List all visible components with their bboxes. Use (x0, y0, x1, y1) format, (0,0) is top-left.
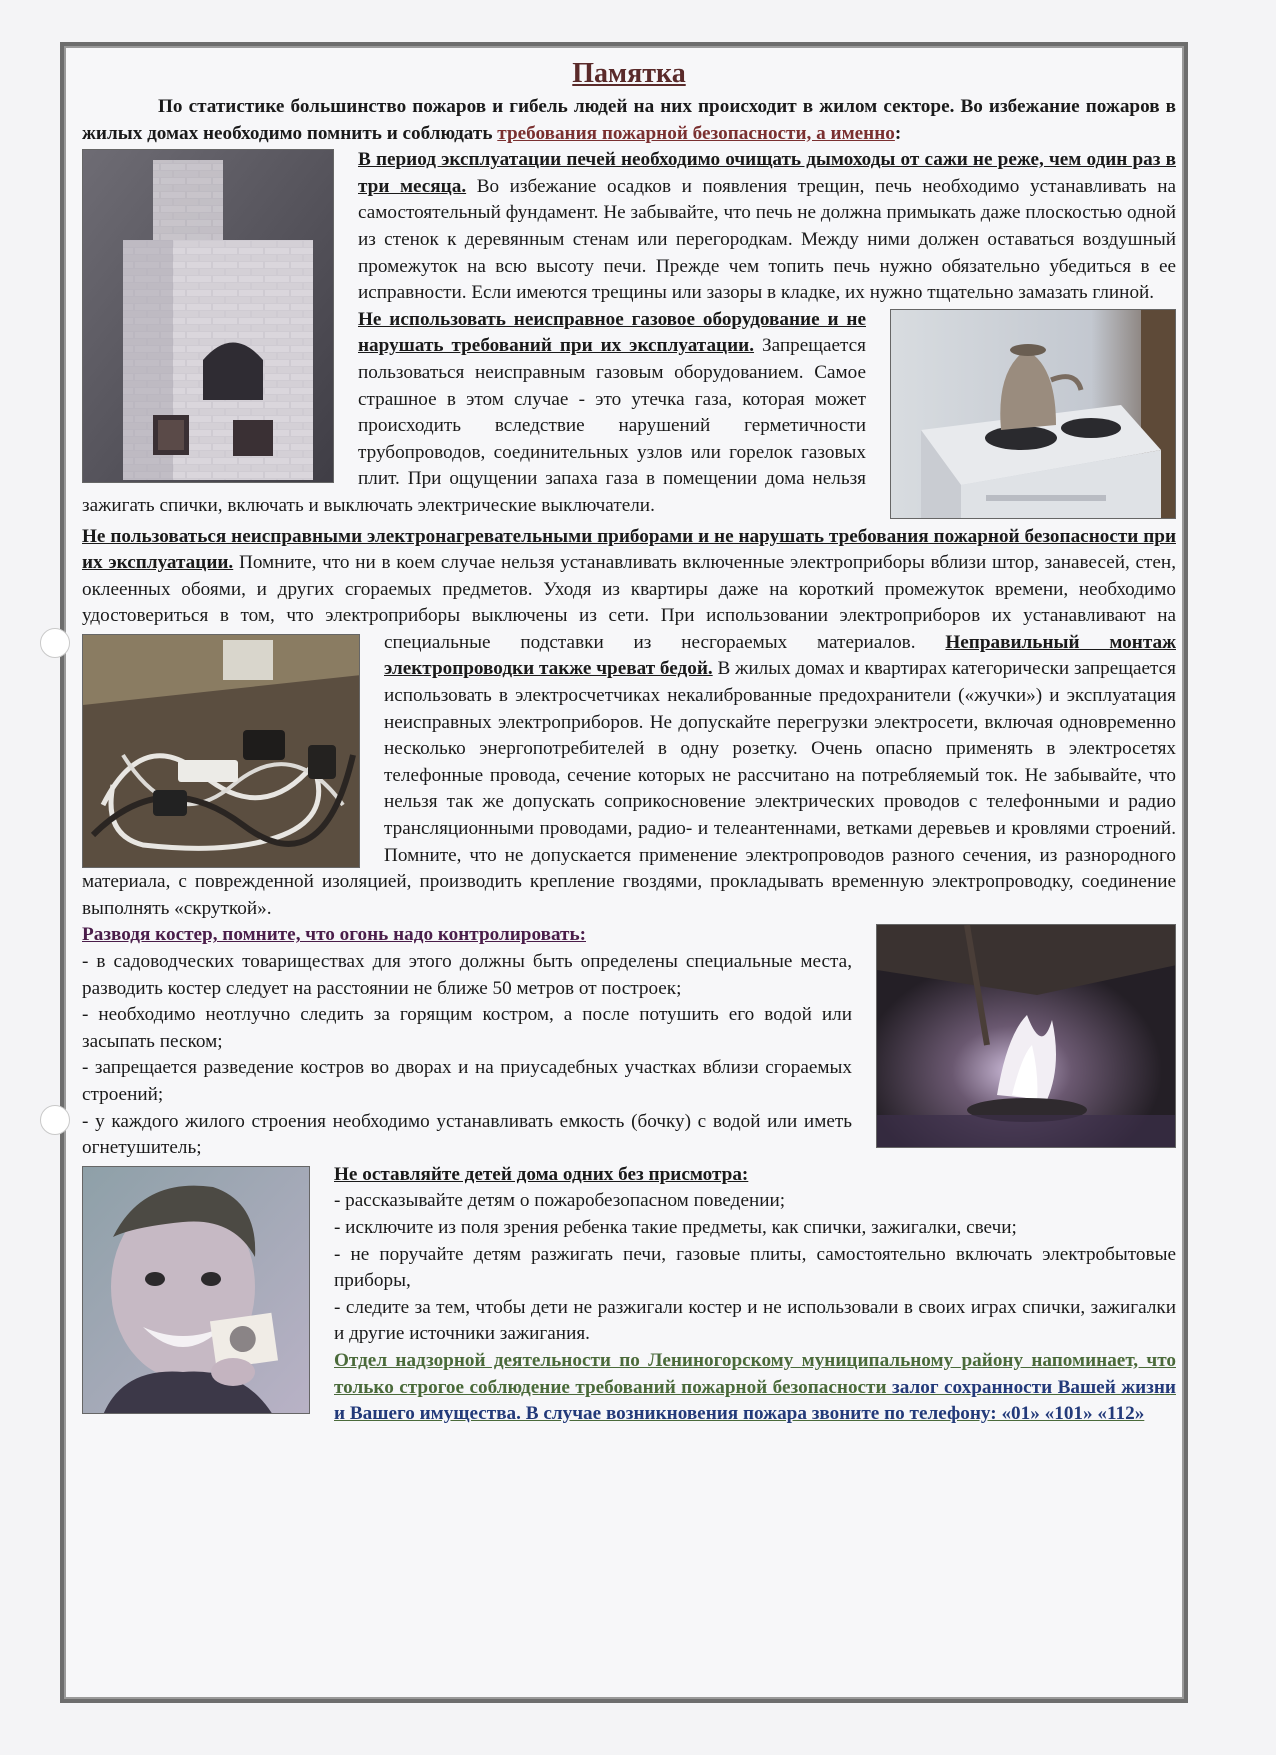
children-section (82, 1162, 1176, 1428)
footer-notice: Отдел надзорной деятельности по Лениногорскому муниципальному району напоминает, что только строгое соблюдение требований пожарной безопасности залог сохранности Вашей жизни и Вашего имущества. В случае возникновения пожара звоните по телефону: «01» «101» «112» (334, 1349, 1176, 1425)
requirements-highlight: требования пожарной безопасности, а именно (497, 122, 895, 144)
gas-heading: Не использовать неисправное газовое оборудование и не нарушать требований при их эксплуатации. (358, 308, 866, 357)
intro-paragraph: По статистике большинство пожаров и гибель людей на них происходит в жилом секторе. Во избежание пожаров в жилых домах необходимо помнить и соблюдать требования пожарной безопасности, а именно: (82, 96, 1176, 144)
child-with-matches-photo (82, 1166, 310, 1414)
stove-paragraph: В период эксплуатации печей необходимо очищать дымоходы от сажи не реже, чем один раз в три месяца. Во избежание осадков и появления трещин, печь необходимо устанавливать на самостоятельный фундамент. Не забывайте, что печь не должна примыкать даже плоскостью одной из стенок к деревянным стенам или перегородкам. Между ними должен оставаться воздушный промежуток на всю высоту печи. Прежде чем топить печь нужно обязательно убедиться в ее исправности. Если имеются трещины или зазоры в кладке, их нужно тщательно замазать глиной. (358, 149, 1176, 304)
punch-hole (40, 628, 70, 658)
children-heading: Не оставляйте детей дома одних без присмотра: (334, 1163, 749, 1185)
campfire-photo (876, 924, 1176, 1148)
emergency-phones: залог сохранности Вашей жизни и Вашего имущества. В случае возникновения пожара звоните по телефону: «01» «101» «112» (334, 1376, 1176, 1425)
page-title: Памятка (572, 58, 686, 89)
children-item-4: - следите за тем, чтобы дети не разжигали костер и не использовали в своих играх спички, зажигалки и другие источники зажигания. (334, 1296, 1176, 1345)
children-item-3: - не поручайте детям разжигать печи, газовые плиты, самостоятельно включать электробытовые приборы, (334, 1243, 1176, 1292)
electric-heading: Не пользоваться неисправными электронагревательными приборами и не нарушать требования пожарной безопасности при их эксплуатации. (82, 525, 1176, 574)
brick-stove-photo (82, 149, 334, 483)
gas-stove-photo (890, 309, 1176, 519)
stove-section (82, 147, 1176, 519)
children-item-1: - рассказывайте детям о пожаробезопасном поведении; (334, 1190, 786, 1212)
memo-content (82, 56, 1176, 1428)
electric-paragraph: Не пользоваться неисправными электронагревательными приборами и не нарушать требования пожарной безопасности при их эксплуатации. Помните, что ни в коем случае нельзя устанавливать включенные электроприборы вблизи штор, занавесей, стен, оклеенных обоями, и других сгораемых предметов. Уходя из квартиры даже на короткий промежуток времени, необходимо удостовериться в том, что электроприборы выключены из сети. При использовании электроприборов их устанавливают на специальные подставки из несгораемых материалов. Неправильный монтаж электропроводки также чреват бедой. В жилых домах и квартирах категорически запрещается использовать в электросчетчиках некалиброванные предохранители («жучки») и эксплуатация неисправных электроприборов. Не допускайте перегрузки электросети, включая одновременно несколько энергопотребителей в одну розетку. Очень опасно применять в электросетях телефонные провода, сечение которых не рассчитано на потребляемый ток. Не забывайте, что нельзя так же допускать соприкосновение электрических проводов с телефонными и радио трансляционными проводами, радио- и телеантеннами, ветками деревьев и кровлями строений. Помните, что не допускается применение электропроводов разного сечения, из разнородного материала, с поврежденной изоляцией, производить крепление гвоздями, прокладывать временную электропроводку, соединение выполнять «скруткой». (82, 525, 1176, 919)
children-item-2: - исключите из поля зрения ребенка такие предметы, как спички, зажигалки, свечи; (334, 1216, 1017, 1238)
punch-hole (40, 1105, 70, 1135)
wiring-heading: Неправильный монтаж электропроводки также чреват бедой. (384, 631, 1176, 680)
campfire-item-4: - у каждого жилого строения необходимо устанавливать емкость (бочку) с водой или иметь огнетушитель; (82, 1110, 852, 1159)
campfire-section (82, 922, 1176, 1161)
tangled-wires-photo (82, 634, 360, 868)
stove-heading: В период эксплуатации печей необходимо очищать дымоходы от сажи не реже, чем один раз в три месяца. (358, 149, 1176, 197)
campfire-item-3: - запрещается разведение костров во дворах и на приусадебных участках вблизи сгораемых строений; (82, 1057, 852, 1105)
gas-paragraph: Не использовать неисправное газовое оборудование и не нарушать требований при их эксплуатации. Запрещается пользоваться неисправным газовым оборудованием. Самое страшное в этом случае - это утечка газа, которая может происходить вследствие нарушений герметичности трубопроводов, соединительных узлов или горелок газовых плит. При ощущении запаха газа в помещении дома нельзя зажигать спички, включать и выключать электрические выключатели. (82, 308, 866, 516)
electric-section (82, 524, 1176, 923)
campfire-heading: Разводя костер, помните, что огонь надо контролировать: (82, 924, 586, 946)
campfire-item-2: - необходимо неотлучно следить за горящим костром, а после потушить его водой или засыпать песком; (82, 1004, 852, 1052)
campfire-item-1: - в садоводческих товариществах для этого должны быть определены специальные места, разводить костер следует на расстоянии не ближе 50 метров от построек; (82, 951, 852, 999)
